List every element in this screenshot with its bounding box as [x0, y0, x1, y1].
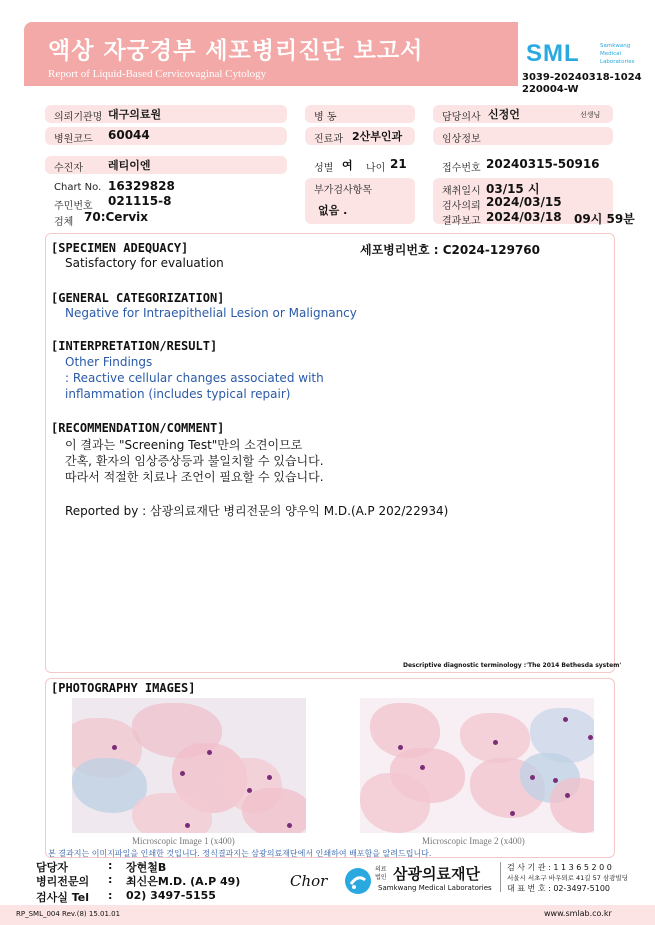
foundation-type: 의료 법인 [375, 866, 387, 881]
staff-label: 담당자 [36, 861, 68, 874]
collect-value: 03/15 시 [486, 182, 540, 196]
sex-value: 여 [342, 159, 353, 172]
staff-value: 장현철B [126, 861, 167, 874]
colon: : [108, 859, 113, 872]
doctor-label: 담당의사 [442, 112, 481, 123]
website-link[interactable]: www.smlab.co.kr [544, 909, 612, 918]
pathologist-label: 병리전문의 [36, 875, 90, 888]
microscopic-image-1 [72, 698, 306, 833]
request-label: 검사의뢰 [442, 201, 481, 212]
report-number: 3039-20240318-1024 220004-W [522, 72, 642, 95]
signature: Chor [290, 872, 328, 890]
pathologist-value: 최신은M.D. (A.P 49) [126, 875, 241, 888]
representative-tel: 대 표 번 호 : 02-3497-5100 [507, 884, 610, 893]
recommendation-line-2: 간혹, 환자의 임상증상등과 불일치할 수 있습니다. [65, 454, 324, 468]
foundation-logo-icon [345, 868, 371, 894]
resident-label: 주민번호 [54, 201, 93, 212]
interpretation-line-3: inflammation (includes typical repair) [65, 387, 291, 401]
result-value: 2024/03/18 [486, 210, 562, 224]
agency-number: 검 사 기 관 : 1 1 3 6 5 2 0 0 [507, 863, 612, 872]
address: 서울시 서초구 바우뫼로 41길 57 삼광빌딩 [507, 874, 629, 882]
patient-label: 수진자 [54, 163, 83, 174]
colon: : [108, 889, 113, 902]
request-value: 2024/03/15 [486, 195, 562, 209]
age-label: 나이 [366, 163, 386, 174]
doctor-value: 신정언 [488, 108, 520, 121]
extra-test-label: 부가검사항목 [314, 185, 372, 196]
ward-label: 병 동 [314, 112, 337, 123]
reported-by: Reported by : 삼광의료재단 병리전문의 양우익 M.D.(A.P 202/22934) [65, 504, 449, 518]
recommendation-title: [RECOMMENDATION/COMMENT] [51, 421, 225, 435]
general-text: Negative for Intraepithelial Lesion or Malignancy [65, 306, 357, 320]
print-notice: 본 결과지는 이미지파일을 인쇄한 것입니다. 정식결과지는 삼광의료재단에서 인쇄하여 배포함을 알려드립니다. [48, 849, 432, 858]
microscopic-image-2 [360, 698, 594, 833]
lab-tel-label: 검사실 Tel [36, 891, 89, 904]
dept-value: 2산부인과 [352, 130, 403, 143]
specimen-value: 70:Cervix [84, 210, 149, 224]
image-1-caption: Microscopic Image 1 (x400) [132, 836, 235, 846]
sml-logo-text: Samkwang Medical Laboratories [600, 43, 635, 65]
recommendation-line-3: 따라서 적절한 치료나 조언이 필요할 수 있습니다. [65, 470, 324, 484]
interpretation-line-2: : Reactive cellular changes associated with [65, 371, 324, 385]
sex-label: 성별 [314, 163, 334, 174]
image-2-caption: Microscopic Image 2 (x400) [422, 836, 525, 846]
result-label: 결과보고 [442, 216, 481, 227]
sml-logo: SML [526, 40, 580, 67]
chart-label: Chart No. [54, 182, 102, 193]
hospital-value: 대구의료원 [108, 108, 162, 121]
code-label: 병원코드 [54, 134, 93, 145]
clinical-label: 임상정보 [442, 134, 481, 145]
adequacy-text: Satisfactory for evaluation [65, 256, 224, 270]
interpretation-title: [INTERPRETATION/RESULT] [51, 339, 218, 353]
doctor-suffix: 선생님 [580, 111, 601, 119]
specimen-label: 검체 [54, 217, 74, 228]
report-subtitle: Report of Liquid-Based Cervicovaginal Cytology [48, 68, 267, 80]
dept-label: 진료과 [314, 134, 343, 145]
recommendation-line-1: 이 결과는 "Screening Test"만의 소견이므로 [65, 438, 303, 452]
patient-value: 레티이엔 [108, 159, 151, 172]
collect-label: 채취일시 [442, 186, 481, 197]
photo-title: [PHOTOGRAPHY IMAGES] [51, 681, 196, 695]
interpretation-line-1: Other Findings [65, 355, 153, 369]
lab-tel-value: 02) 3497-5155 [126, 889, 216, 902]
adequacy-title: [SPECIMEN ADEQUACY] [51, 241, 189, 255]
receipt-label: 접수번호 [442, 163, 481, 174]
form-code: RP_SML_004 Rev.(8) 15.01.01 [16, 910, 121, 918]
colon: : [108, 873, 113, 886]
resident-value: 021115-8 [108, 194, 172, 208]
code-value: 60044 [108, 128, 150, 142]
receipt-value: 20240315-50916 [486, 157, 600, 171]
bethesda-note: Descriptive diagnostic terminology :'The 2014 Bethesda system' [403, 662, 622, 669]
chart-value: 16329828 [108, 179, 175, 193]
hospital-label: 의뢰기관명 [54, 112, 103, 123]
report-title: 액상 자궁경부 세포병리진단 보고서 [48, 38, 424, 64]
foundation-english: Samkwang Medical Laboratories [378, 884, 492, 892]
result-time: 09시 59분 [574, 212, 635, 226]
extra-test-value: 없음 . [318, 204, 348, 217]
cytology-number: 세포병리번호 : C2024-129760 [360, 243, 540, 257]
divider [500, 862, 501, 892]
foundation-name: 삼광의료재단 [393, 865, 480, 883]
general-title: [GENERAL CATEGORIZATION] [51, 291, 225, 305]
age-value: 21 [390, 157, 407, 171]
